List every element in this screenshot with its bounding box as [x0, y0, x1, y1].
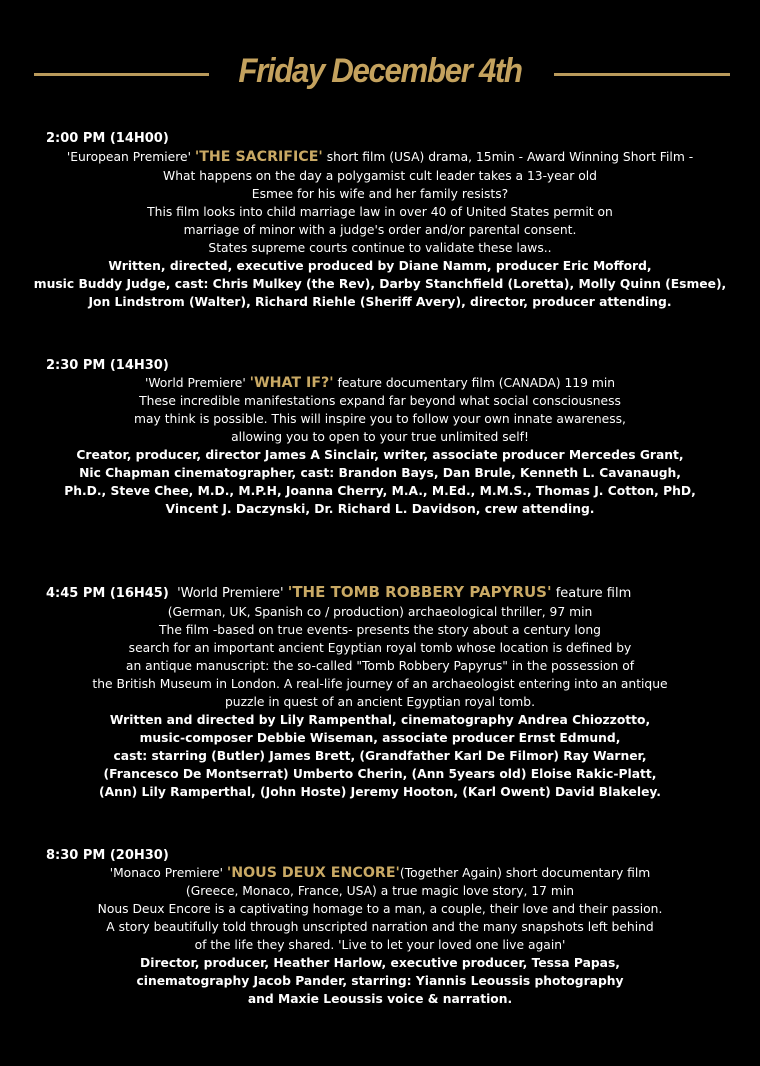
film-title: 'NOUS DEUX ENCORE' — [226, 865, 400, 881]
credits-line: Nic Chapman cinematographer, cast: Brandon Bays, Dan Brule, Kenneth L. Cavanaugh, — [79, 466, 681, 480]
credits-line: music-composer Debbie Wiseman, associate producer Ernst Edmund, — [139, 731, 621, 745]
description-line: (German, UK, Spanish co / production) archaeological thriller, 97 min — [167, 605, 593, 619]
description-line: search for an important ancient Egyptian royal tomb whose location is defined by — [128, 641, 632, 655]
description-line: States supreme courts continue to validate these laws.. — [208, 241, 552, 255]
credits-line: cast: starring (Butler) James Brett, (Grandfather Karl De Filmor) Ray Warner, — [113, 749, 647, 763]
description-line: Nous Deux Encore is a captivating homage to a man, a couple, their love and their passion. — [97, 902, 663, 916]
page-title: Friday December 4th — [238, 52, 522, 90]
session-lead-line — [46, 583, 631, 601]
credits-line: Jon Lindstrom (Walter), Richard Riehle (Sheriff Avery), director, producer attending. — [88, 295, 672, 309]
description-line: allowing you to open to your true unlimited self! — [231, 430, 529, 444]
description-line: of the life they shared. 'Live to let your loved one live again' — [194, 938, 566, 952]
description-line: puzzle in quest of an ancient Egyptian royal tomb. — [224, 695, 536, 709]
premiere-label: 'Monaco Premiere' — [109, 866, 227, 880]
credits-line: Written, directed, executive produced by Diane Namm, producer Eric Mofford, — [108, 259, 652, 273]
page-header — [0, 48, 760, 98]
description-line: (Greece, Monaco, France, USA) a true magic love story, 17 min — [185, 884, 575, 898]
description-line: A story beautifully told through unscripted narration and the many snapshots left behind — [106, 920, 654, 934]
film-info: short film (USA) drama, 15min - Award Winning Short Film - — [322, 150, 694, 164]
session-time: 4:45 PM (16H45) — [46, 586, 169, 601]
credits-line: cinematography Jacob Pander, starring: Yiannis Leoussis photography — [136, 974, 624, 988]
film-title: 'THE TOMB ROBBERY PAPYRUS' — [287, 583, 552, 601]
film-info: feature documentary film (CANADA) 119 min — [333, 376, 616, 390]
premiere-label: 'World Premiere' — [144, 376, 250, 390]
film-title: 'THE SACRIFICE' — [194, 149, 323, 165]
session-lead-line — [0, 148, 760, 166]
credits-line: Vincent J. Daczynski, Dr. Richard L. Davidson, crew attending. — [165, 502, 595, 516]
description-line: may think is possible. This will inspire you to follow your own innate awareness, — [134, 412, 626, 426]
session-time: 8:30 PM (20H30) — [46, 848, 169, 863]
credits-line: Creator, producer, director James A Sinclair, writer, associate producer Mercedes Grant, — [76, 448, 684, 462]
session-time: 2:30 PM (14H30) — [46, 358, 169, 373]
credits-line: Written and directed by Lily Rampenthal, cinematography Andrea Chiozzotto, — [109, 713, 651, 727]
description-line: This film looks into child marriage law in over 40 of United States permit on — [147, 205, 613, 219]
description-line: marriage of minor with a judge's order and/or parental consent. — [183, 223, 577, 237]
credits-line: music Buddy Judge, cast: Chris Mulkey (the Rev), Darby Stanchfield (Loretta), Molly Quinn (Esmee), — [33, 277, 727, 291]
header-rule-right — [554, 73, 730, 76]
credits-line: (Ann) Lily Ramperthal, (John Hoste) Jeremy Hooton, (Karl Owent) David Blakeley. — [99, 785, 661, 799]
description-line: What happens on the day a polygamist cult leader takes a 13-year old — [163, 169, 597, 183]
film-info: (Together Again) short documentary film — [399, 866, 651, 880]
session-time: 2:00 PM (14H00) — [46, 131, 169, 146]
credits-line: (Francesco De Montserrat) Umberto Cherin, (Ann 5years old) Eloise Rakic-Platt, — [103, 767, 657, 781]
description-line: The film -based on true events- presents the story about a century long — [159, 623, 601, 637]
session-lead-line — [0, 864, 760, 882]
description-line: Esmee for his wife and her family resists? — [251, 187, 509, 201]
premiere-label: 'European Premiere' — [66, 150, 195, 164]
film-info: feature film — [551, 586, 632, 601]
description-line: an antique manuscript: the so-called "Tomb Robbery Papyrus" in the possession of — [125, 659, 635, 673]
film-title: 'WHAT IF?' — [249, 375, 334, 391]
premiere-label: 'World Premiere' — [177, 586, 288, 601]
description-line: the British Museum in London. A real-life journey of an archaeologist entering into an antique — [92, 677, 668, 691]
credits-line: Ph.D., Steve Chee, M.D., M.P.H, Joanna Cherry, M.A., M.Ed., M.M.S., Thomas J. Cotton, PhD, — [64, 484, 696, 498]
credits-line: Director, producer, Heather Harlow, executive producer, Tessa Papas, — [140, 956, 620, 970]
credits-line: and Maxie Leoussis voice & narration. — [247, 992, 513, 1006]
session-lead-line — [0, 374, 760, 392]
description-line: These incredible manifestations expand far beyond what social consciousness — [139, 394, 621, 408]
